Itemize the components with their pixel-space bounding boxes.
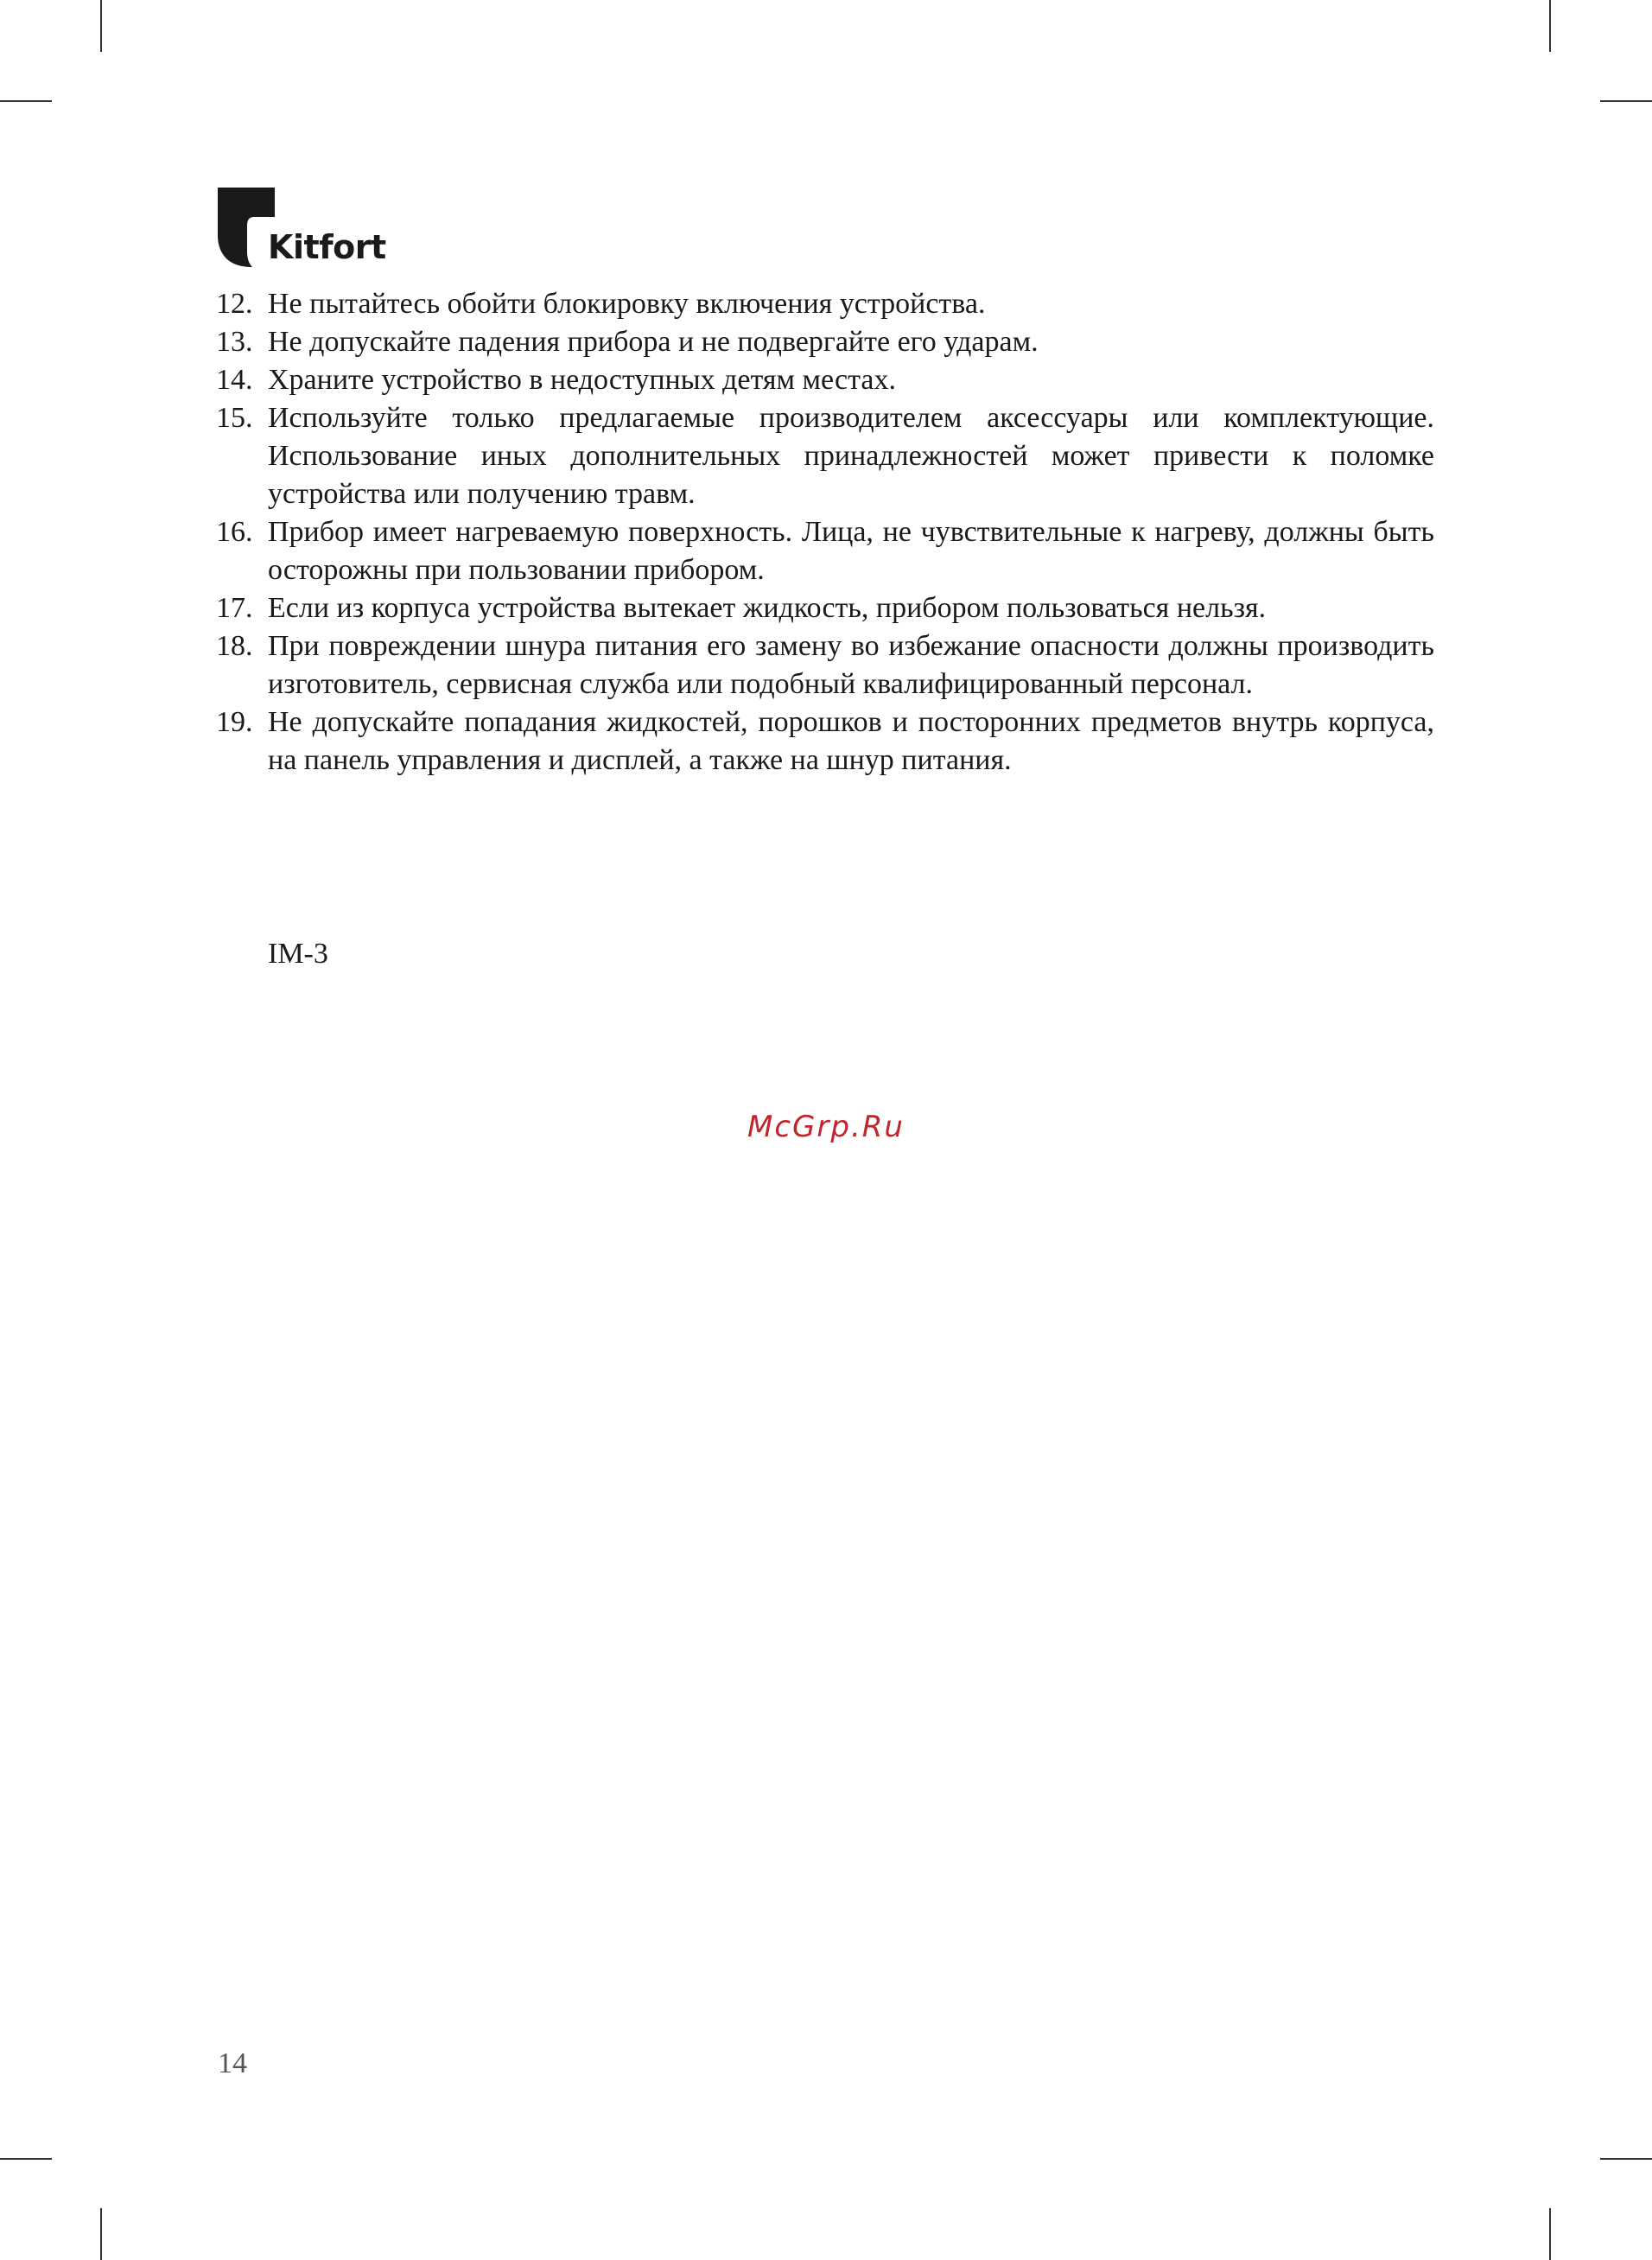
- item-text: Прибор имеет нагреваемую поверхность. Лица, не чувствительные к нагреву, должны быть осторожны при пользовании прибором.: [268, 516, 1434, 586]
- list-item: [216, 361, 1434, 399]
- item-text: Если из корпуса устройства вытекает жидкость, прибором пользоваться нельзя.: [268, 592, 1267, 624]
- item-number: 13.: [216, 326, 253, 358]
- crop-mark-top-left-h: [0, 100, 52, 102]
- item-text: Не допускайте падения прибора и не подвергайте его ударам.: [268, 326, 1039, 358]
- crop-mark-bottom-right: [1549, 2208, 1551, 2260]
- watermark-link[interactable]: McGrp.Ru: [747, 1110, 905, 1144]
- list-item: [216, 627, 1434, 703]
- item-number: 14.: [216, 364, 253, 396]
- item-text: Используйте только предлагаемые производителем аксессуары или комплектующие. Использование иных дополнительных принадлежностей может привести к поломке устройства или получению травм.: [268, 402, 1434, 510]
- item-text: При повреждении шнура питания его замену во избежание опасности должны производить изготовитель, сервисная служба или подобный квалифицированный персонал.: [268, 630, 1434, 700]
- list-item: [216, 589, 1434, 627]
- item-number: 12.: [216, 288, 253, 320]
- item-number: 18.: [216, 630, 253, 662]
- crop-mark-bottom-right-h: [1600, 2158, 1652, 2160]
- brand-logo: [218, 188, 391, 271]
- page-number: 14: [218, 2047, 247, 2079]
- list-item: [216, 323, 1434, 361]
- list-item: [216, 399, 1434, 513]
- safety-instructions-list: [216, 285, 1434, 780]
- crop-mark-top-right: [1549, 0, 1551, 52]
- list-item: [216, 285, 1434, 323]
- list-item: [216, 703, 1434, 780]
- item-text: Не пытайтесь обойти блокировку включения устройства.: [268, 288, 986, 320]
- crop-mark-bottom-left: [100, 2208, 102, 2260]
- crop-mark-top-left: [100, 0, 102, 52]
- item-text: Не допускайте попадания жидкостей, порошков и посторонних предметов внутрь корпуса, на панель управления и дисплей, а также на шнур питания.: [268, 706, 1434, 776]
- item-number: 19.: [216, 706, 253, 738]
- item-number: 17.: [216, 592, 253, 624]
- crop-mark-bottom-left-h: [0, 2158, 52, 2160]
- crop-mark-top-right-h: [1600, 100, 1652, 102]
- item-number: 15.: [216, 402, 253, 434]
- item-number: 16.: [216, 516, 253, 548]
- list-item: [216, 513, 1434, 589]
- model-code: IM-3: [268, 938, 328, 970]
- brand-name: Kitfort: [268, 228, 386, 266]
- item-text: Храните устройство в недоступных детям местах.: [268, 364, 896, 396]
